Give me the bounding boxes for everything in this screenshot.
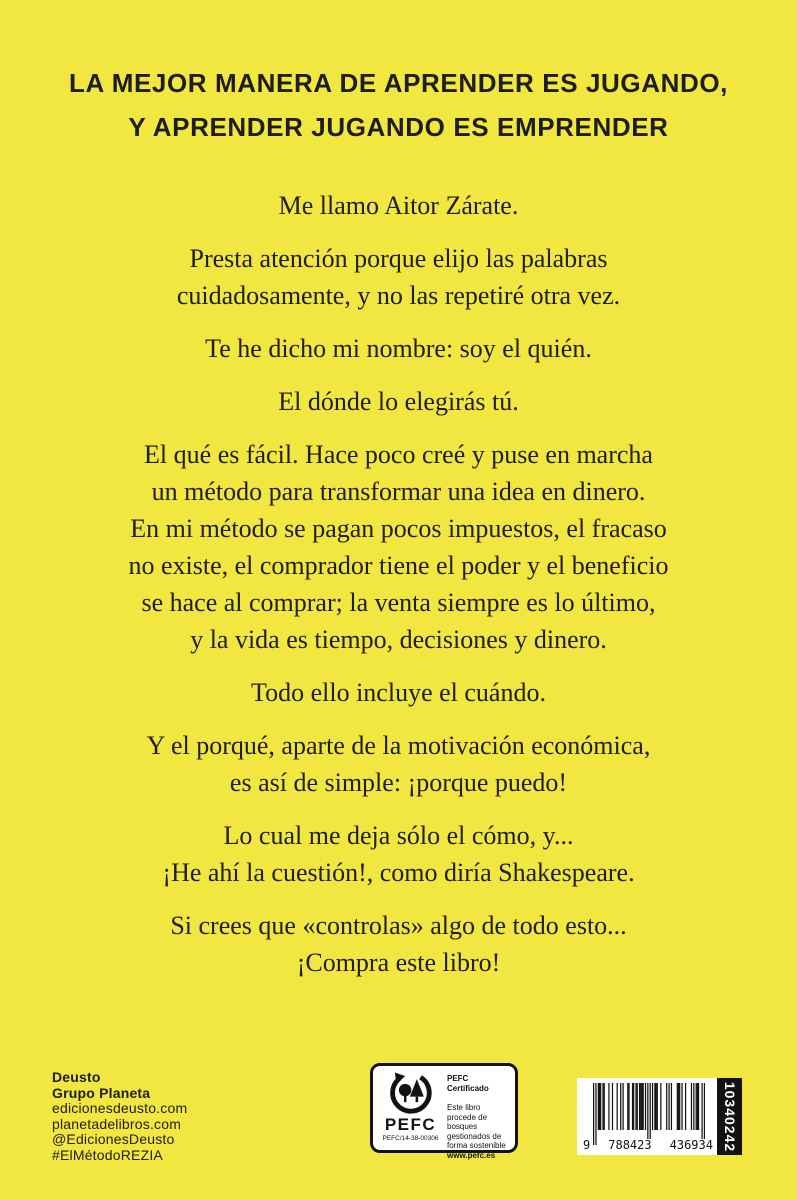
pefc-url: www.pefc.es	[447, 1150, 496, 1160]
body-paragraph-9	[50, 907, 747, 981]
pefc-text-column	[443, 1071, 511, 1160]
barcode-unit	[577, 1078, 742, 1155]
body-line: y la vida es tiempo, decisiones y dinero.	[190, 625, 607, 654]
pefc-title: PEFC Certificado	[447, 1074, 489, 1093]
headline-line-2: Y APRENDER JUGANDO ES EMPRENDER	[128, 112, 669, 142]
body-line: un método para transformar una idea en dinero.	[151, 477, 646, 506]
barcode-digits	[581, 1139, 715, 1152]
headline-line-1: LA MEJOR MANERA DE APRENDER ES JUGANDO,	[68, 68, 729, 98]
body-line: En mi método se pagan pocos impuestos, el fracaso	[130, 514, 667, 543]
publisher-group: Grupo Planeta	[52, 1084, 151, 1101]
barcode-bars	[593, 1083, 705, 1145]
edition-code: 10340242	[721, 1081, 738, 1152]
body-line: no existe, el comprador tiene el poder y el beneficio	[128, 551, 669, 580]
pefc-certification-label	[370, 1063, 518, 1160]
publisher-url-1: edicionesdeusto.com	[52, 1100, 188, 1116]
barcode-group-2: 436934	[669, 1138, 713, 1152]
publisher-hashtag: #ElMétodoREZIA	[52, 1146, 163, 1163]
publisher-name: Deusto	[52, 1069, 101, 1085]
body-line: Si crees que «controlas» algo de todo esto...	[170, 911, 627, 940]
headline	[0, 61, 797, 149]
body-line: Lo cual me deja sólo el cómo, y...	[223, 821, 574, 850]
body-line: Me llamo Aitor Zárate.	[278, 191, 519, 220]
publisher-url-2: planetadelibros.com	[52, 1115, 182, 1132]
body-line: se hace al comprar; la venta siempre es lo último,	[141, 588, 656, 617]
body-line: es así de simple: ¡porque puedo!	[229, 768, 568, 797]
body-line: Presta atención porque elijo las palabras	[189, 244, 608, 273]
body-paragraph-8	[50, 817, 747, 891]
body-paragraph-3	[50, 330, 747, 367]
body-line: Y el porqué, aparte de la motivación económica,	[146, 731, 651, 760]
pefc-cert-code: PEFC/14-38-00306	[382, 1135, 439, 1142]
body-line: Todo ello incluye el cuándo.	[251, 678, 546, 707]
pefc-description: Este libro procede de bosques gestionados de forma sostenible	[447, 1103, 506, 1150]
publisher-social-handle: @EdicionesDeusto	[52, 1131, 175, 1147]
body-copy	[50, 187, 747, 997]
barcode-group-1: 788423	[608, 1138, 652, 1152]
pefc-logo-column	[378, 1071, 443, 1146]
body-line: ¡Compra este libro!	[296, 948, 501, 977]
body-line: El dónde lo elegirás tú.	[278, 387, 519, 416]
body-paragraph-7	[50, 727, 747, 801]
body-line: ¡He ahí la cuestión!, como diría Shakespeare.	[162, 858, 635, 887]
body-paragraph-2	[50, 240, 747, 314]
pefc-wordmark: PEFC	[384, 1115, 437, 1134]
ean-barcode	[577, 1078, 717, 1155]
barcode-lead-digit: 9	[583, 1138, 591, 1152]
body-line: cuidadosamente, y no las repetiré otra vez.	[176, 281, 621, 310]
publisher-block	[52, 1070, 187, 1163]
body-paragraph-4	[50, 383, 747, 420]
body-paragraph-5	[50, 436, 747, 658]
body-paragraph-6	[50, 674, 747, 711]
body-paragraph-1	[50, 187, 747, 224]
body-line: Te he dicho mi nombre: soy el quién.	[205, 334, 592, 363]
pefc-logo-icon	[389, 1071, 433, 1115]
edition-code-strip	[717, 1078, 742, 1155]
body-line: El qué es fácil. Hace poco creé y puse en marcha	[144, 440, 653, 469]
